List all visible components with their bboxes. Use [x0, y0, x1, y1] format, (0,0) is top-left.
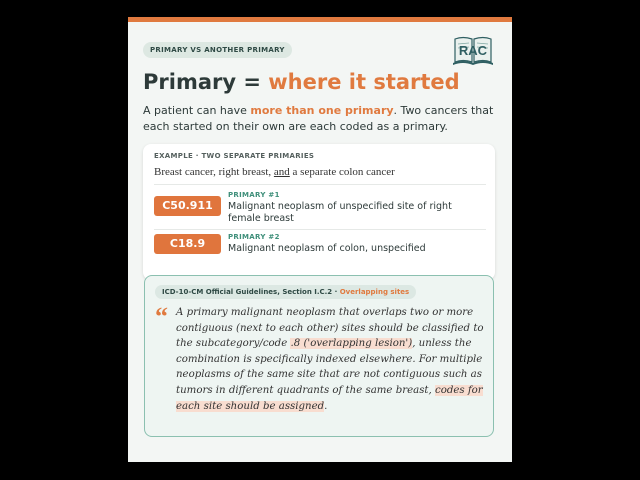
- example-card: [143, 144, 495, 280]
- primary-description: Malignant neoplasm of unspecified site of right female breast: [228, 201, 452, 224]
- rac-book-logo-icon: [451, 33, 495, 67]
- svg-text:RAC: RAC: [458, 43, 488, 58]
- accent-bar: [128, 17, 512, 22]
- example-text: Breast cancer, right breast, and a separate colon cancer: [154, 166, 395, 178]
- divider: [154, 229, 486, 230]
- primary-description: Malignant neoplasm of colon, unspecified: [228, 243, 426, 254]
- quote-mark-icon: “: [155, 302, 168, 331]
- divider: [154, 184, 486, 185]
- guideline-source-tag: ICD-10-CM Official Guidelines, Section I.C.2 · Overlapping sites: [155, 285, 416, 299]
- primary-tag: PRIMARY #2: [228, 233, 280, 241]
- example-label: EXAMPLE · TWO SEPARATE PRIMARIES: [154, 152, 315, 160]
- info-card: [128, 17, 512, 462]
- code-badge: C18.9: [154, 234, 221, 254]
- topic-tag: PRIMARY VS ANOTHER PRIMARY: [143, 42, 292, 58]
- guideline-quote-text: A primary malignant neoplasm that overlaps two or more contiguous (next to each other) sites should be classified to the subcategory/code .8 ('overlapping lesion'), unless the combination is specifically indexed elsewhere. For multiple neoplasms of the same site that are not contiguous such as tumors in different quadrants of the same breast, codes for each site should be assigned.: [176, 307, 484, 412]
- intro-text: A patient can have more than one primary. Two cancers that each started on their own are each coded as a primary.: [143, 104, 494, 133]
- guideline-quote-card: [144, 275, 494, 437]
- primary-tag: PRIMARY #1: [228, 191, 280, 199]
- page-title: Primary = where it started: [143, 70, 460, 94]
- code-badge: C50.911: [154, 196, 221, 216]
